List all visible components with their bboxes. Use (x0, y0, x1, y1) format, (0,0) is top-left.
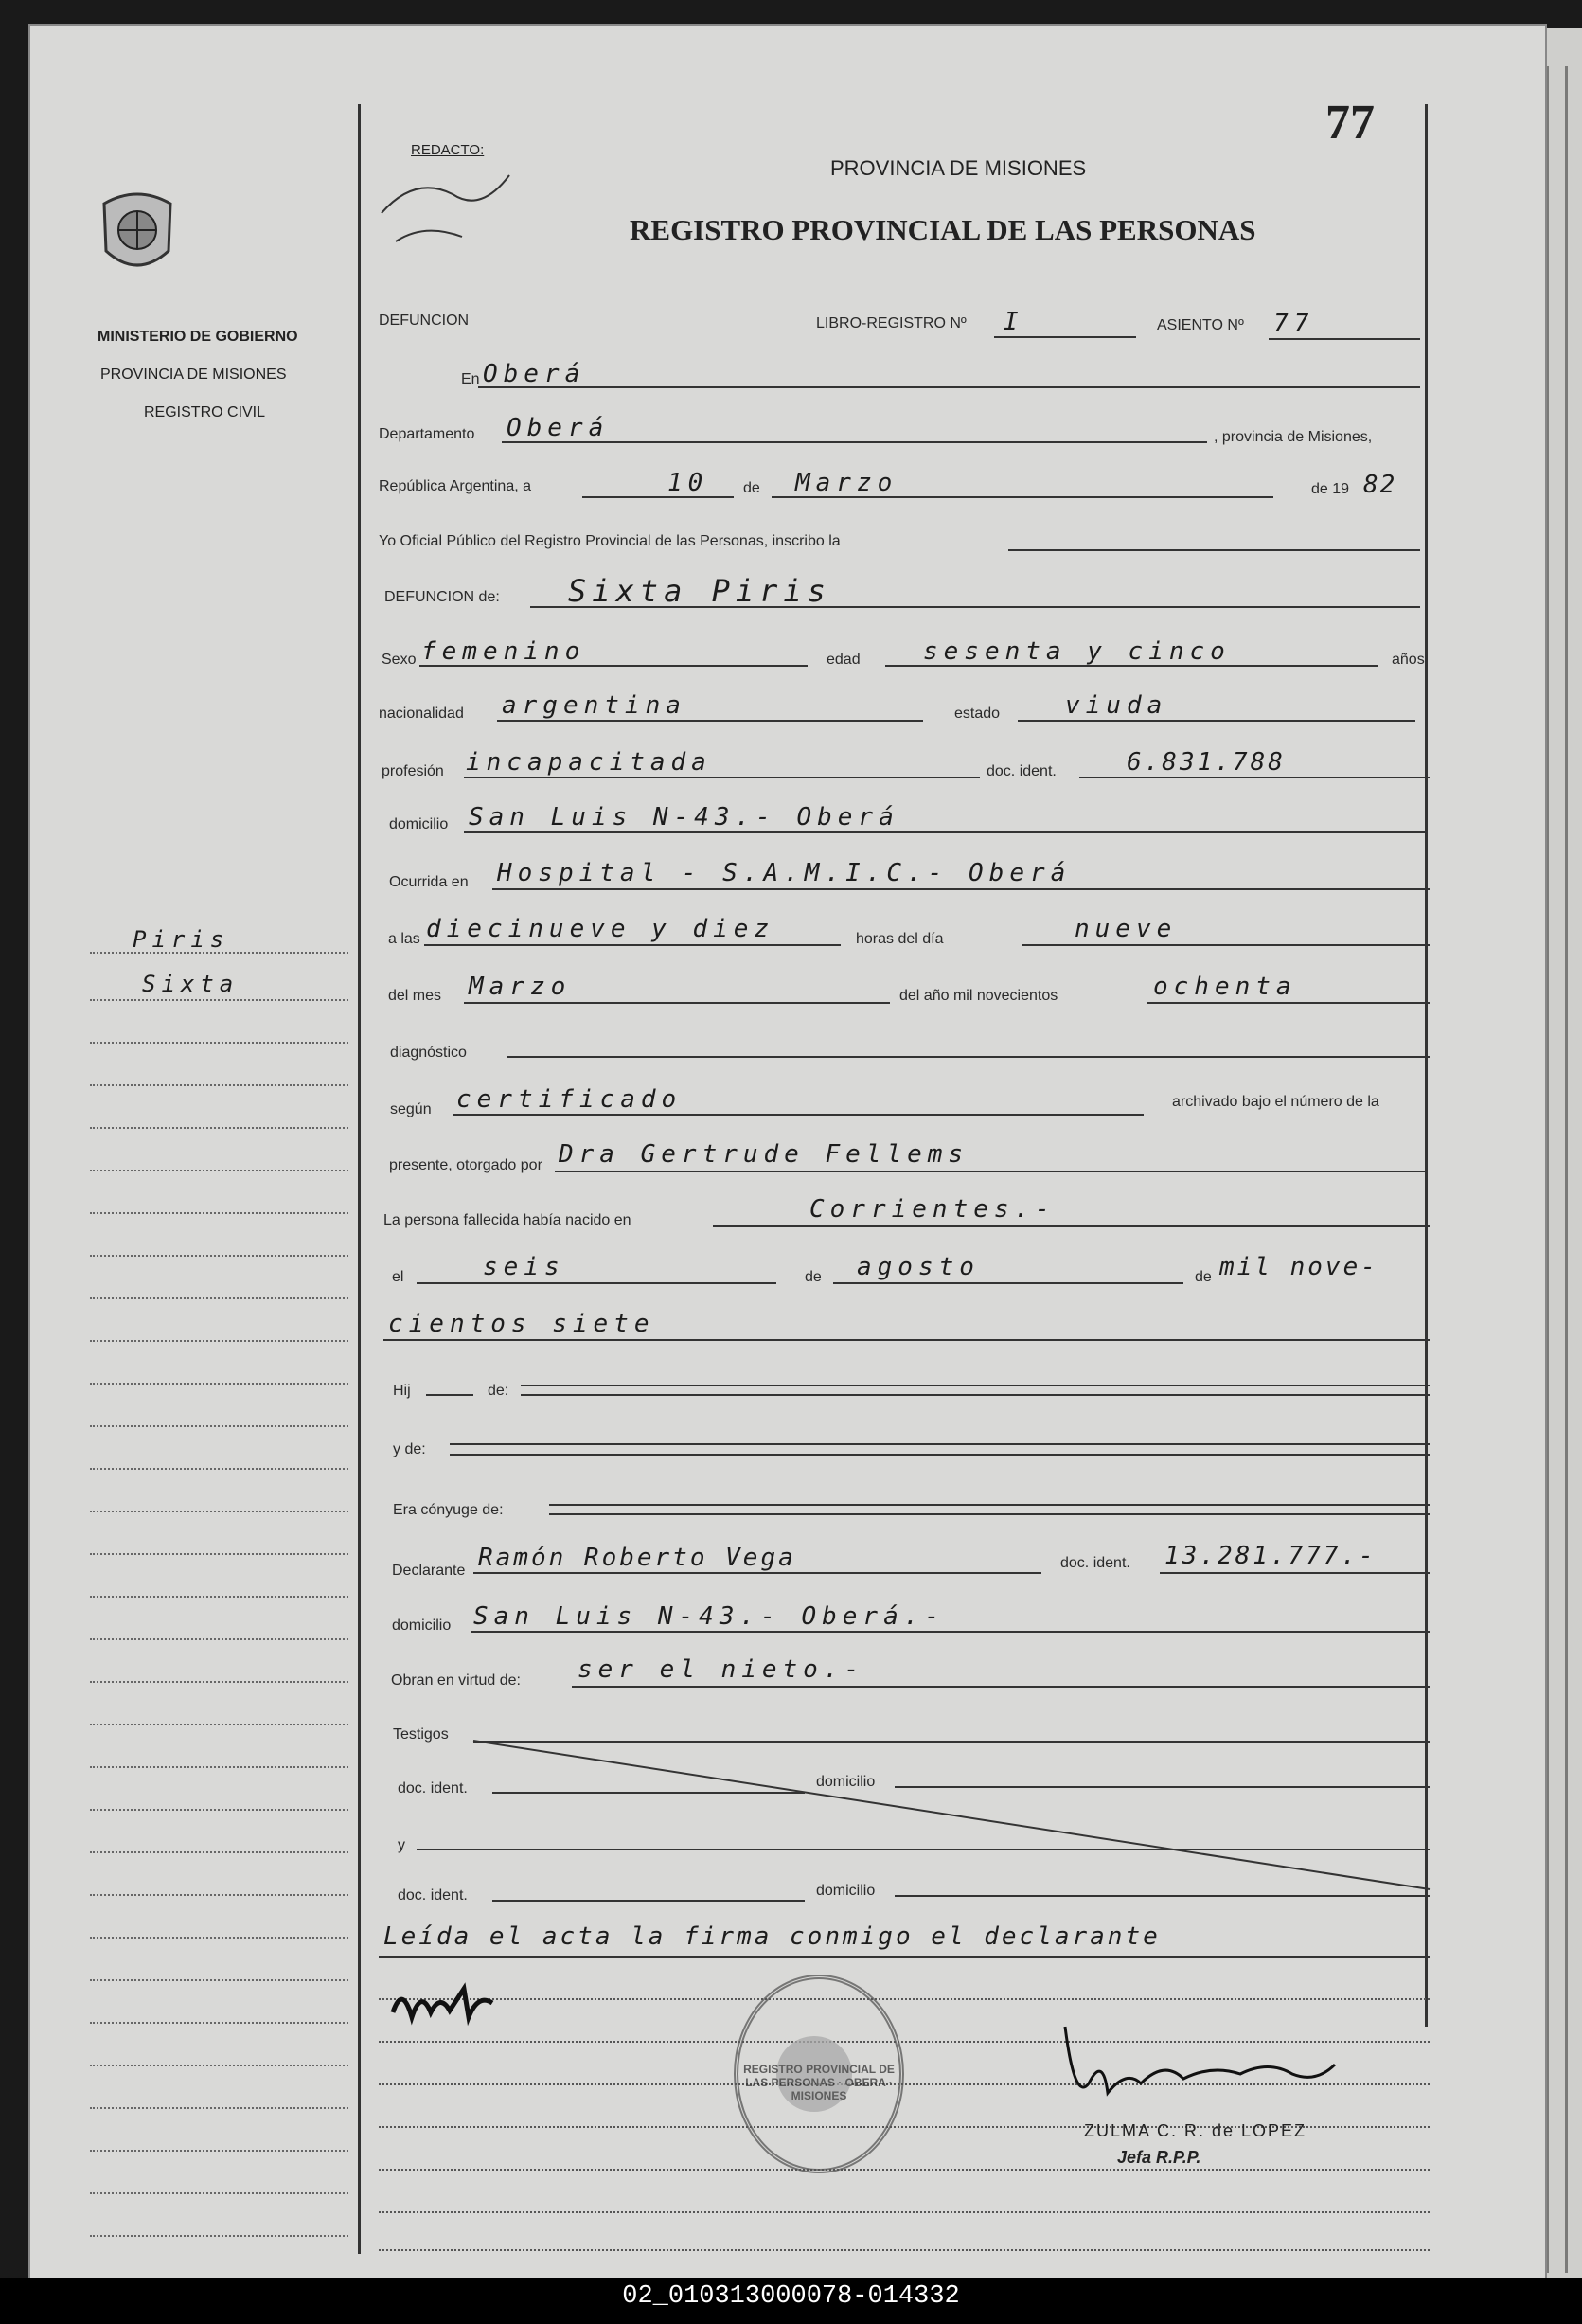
margin-surname: Piris (133, 926, 230, 953)
conyuge-label: Era cónyuge de: (393, 1502, 504, 1518)
en-value: Oberá (483, 360, 586, 388)
sexo-label: Sexo (382, 652, 417, 668)
doc-ident-value: 6.831.788 (1127, 748, 1286, 777)
registry-title: REGISTRO PROVINCIAL DE LAS PERSONAS (630, 213, 1256, 246)
official-stamp: REGISTRO PROVINCIAL DE LAS PERSONAS · OBERA · MISIONES (734, 1975, 904, 2173)
a-las-label: a las (388, 931, 420, 947)
horas-value: nueve (1075, 915, 1178, 943)
sexo-value: femenino (421, 637, 586, 666)
estado-value: viuda (1065, 691, 1168, 720)
official-role: Jefa R.P.P. (1117, 2148, 1201, 2167)
obran-label: Obran en virtud de: (391, 1672, 521, 1689)
province-label: PROVINCIA DE MISIONES (100, 366, 287, 383)
margin-given-name: Sixta (142, 971, 240, 997)
anio-mil-label: del año mil novecientos (899, 988, 1058, 1004)
diagnostico-label: diagnóstico (390, 1045, 467, 1061)
de-anio-label: de 19 (1311, 481, 1350, 497)
ocurrida-value: Hospital - S.A.M.I.C.- Oberá (497, 859, 1072, 887)
mes-value: Marzo (795, 469, 898, 497)
hij-de-label: de: (488, 1383, 509, 1399)
republica-label: República Argentina, a (379, 478, 531, 494)
edad-value: sesenta y cinco (923, 637, 1231, 666)
presente-value: Dra Gertrude Fellems (559, 1140, 969, 1169)
asiento-value: 77 (1273, 310, 1315, 338)
nacido-label: La persona fallecida había nacido en (383, 1212, 631, 1228)
decl-doc-label: doc. ident. (1060, 1555, 1130, 1571)
defuncion-de-label: DEFUNCION de: (384, 589, 500, 605)
testigo2-doc-label: doc. ident. (398, 1887, 468, 1904)
testigo-doc-label: doc. ident. (398, 1780, 468, 1797)
domicilio-value: San Luis N-43.- Oberá (469, 803, 899, 831)
provincia-label: , provincia de Misiones, (1214, 429, 1373, 445)
declarante-value: Ramón Roberto Vega (478, 1544, 796, 1572)
estado-label: estado (954, 706, 1001, 722)
departamento-value: Oberá (507, 414, 610, 442)
anio-value: 82 (1363, 471, 1397, 499)
anio-mil-value: ochenta (1153, 973, 1297, 1001)
y-de-label: y de: (393, 1441, 426, 1457)
yo-oficial-text: Yo Oficial Público del Registro Provincial de las Personas, inscribo la (379, 533, 841, 549)
cont-value: cientos siete (388, 1310, 655, 1338)
footer-code: 02_010313000078-014332 (622, 2282, 960, 2311)
de3-value: mil nove- (1219, 1253, 1378, 1281)
testigo2-domicilio-label: domicilio (816, 1883, 876, 1899)
obran-value: ser el nieto.- (578, 1655, 865, 1684)
segun-value: certificado (456, 1085, 683, 1114)
page-number: 77 (1325, 96, 1375, 150)
de2-value: agosto (857, 1253, 980, 1281)
edad-label: edad (827, 652, 861, 668)
profesion-value: incapacitada (466, 748, 712, 777)
decl-doc-value: 13.281.777.- (1164, 1542, 1377, 1570)
del-mes-label: del mes (388, 988, 442, 1004)
defuncion-de-value: Sixta Piris (568, 573, 831, 609)
province-header: PROVINCIA DE MISIONES (830, 156, 1087, 180)
doc-ident-label: doc. ident. (987, 763, 1057, 779)
declarante-label: Declarante (392, 1563, 466, 1579)
ocurrida-label: Ocurrida en (389, 874, 469, 890)
a-las-value: diecinueve y diez (426, 915, 775, 943)
ministry-title: MINISTERIO DE GOBIERNO (98, 329, 298, 345)
el-label: el (392, 1269, 404, 1285)
presente-label: presente, otorgado por (389, 1157, 542, 1173)
anos-label: años (1392, 652, 1425, 668)
asiento-label: ASIENTO Nº (1157, 317, 1244, 333)
redacto-label: REDACTO: (411, 142, 485, 158)
official-name: ZULMA C. R. de LOPEZ (1084, 2121, 1307, 2140)
leido-text: Leída el acta la firma conmigo el declarante (383, 1922, 1161, 1951)
y-label: y (398, 1837, 405, 1853)
testigos-label: Testigos (393, 1726, 449, 1743)
profesion-label: profesión (382, 763, 444, 779)
nacionalidad-label: nacionalidad (379, 706, 464, 722)
de2-label: de (805, 1269, 822, 1285)
de-label: de (743, 480, 760, 496)
archivado-label: archivado bajo el número de la (1172, 1094, 1379, 1110)
nacionalidad-value: argentina (502, 691, 686, 720)
hij-label: Hij (393, 1383, 411, 1399)
declarant-signature-icon (388, 1975, 511, 2031)
de3-label: de (1195, 1269, 1212, 1285)
nacido-value: Corrientes.- (809, 1195, 1056, 1224)
official-signature-icon (1051, 2017, 1363, 2121)
horas-label: horas del día (856, 931, 944, 947)
decl-domicilio-value: San Luis N-43.- Oberá.- (473, 1602, 946, 1631)
el-value: seis (483, 1253, 565, 1281)
libro-value: I (1004, 308, 1024, 336)
testigo-domicilio-label: domicilio (816, 1774, 876, 1790)
domicilio-label: domicilio (389, 816, 449, 832)
decl-domicilio-label: domicilio (392, 1618, 452, 1634)
defuncion-label: DEFUNCION (379, 313, 470, 329)
dia-value: 10 (667, 469, 709, 497)
del-mes-value: Marzo (469, 973, 572, 1001)
departamento-label: Departamento (379, 426, 475, 442)
en-label: En (461, 371, 480, 387)
segun-label: según (390, 1101, 432, 1117)
libro-label: LIBRO-REGISTRO Nº (816, 315, 967, 331)
registry-label: REGISTRO CIVIL (144, 404, 266, 420)
